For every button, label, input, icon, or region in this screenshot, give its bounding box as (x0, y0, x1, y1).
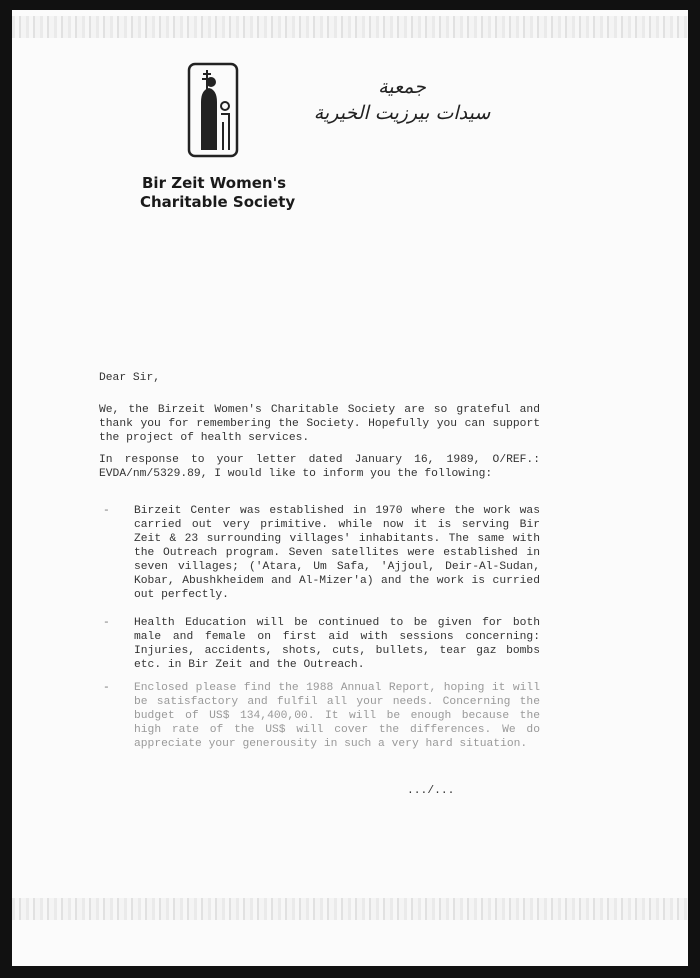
paragraph-gratitude: We, the Birzeit Women's Charitable Society are so grateful and thank you for remembering the Society. Hopefully you can support the project of health services. (99, 404, 540, 444)
scan-artifact-top (12, 16, 688, 38)
org-name (140, 174, 295, 212)
bullet-marker: - (103, 682, 110, 694)
org-name-line1: Bir Zeit Women's (142, 174, 287, 192)
salutation: Dear Sir, (99, 372, 161, 384)
bullet-marker: - (103, 617, 110, 629)
bullet-birzeit-center (99, 504, 540, 602)
bullet-text: Health Education will be continued to be given for both male and female on first aid with sessions concerning: Injuries, accidents, shots, cuts, bullets, tear gaz bombs etc. in Bir Zeit and the Outreach. (134, 617, 540, 671)
arabic-org-name (312, 74, 492, 126)
bullet-health-education (99, 616, 540, 672)
bullet-marker: - (103, 505, 110, 517)
arabic-name-line1: جمعية (378, 76, 426, 98)
bullet-text: Enclosed please find the 1988 Annual Report, hoping it will be satisfactory and fulfil all your needs. Concerning the budget of US$ 134,400,00. It will be enough because the high rate of the US$ will cover the differences. We do appreciate your generousity in such a very hard situation. (134, 682, 540, 750)
letter-page (12, 10, 688, 966)
paragraph-response: In response to your letter dated January 16, 1989, O/REF.: EVDA/nm/5329.89, I would like to inform you the following: (99, 454, 540, 480)
bullet-annual-report (99, 681, 540, 751)
society-logo (187, 62, 239, 158)
scan-artifact-bottom (12, 898, 688, 920)
continuation-mark: .../... (407, 785, 455, 797)
bullet-text: Birzeit Center was established in 1970 where the work was carried out very primitive. while now it is serving Bir Zeit & 23 surrounding villages' inhabitants. The same with the Outreach program. Seven satellites were established in seven villages; ('Atara, Um Safa, 'Ajjoul, Deir-Al-Sudan, Kobar, Abushkheidem and Al-Mizer'a) and the work is curried out perfectly. (134, 505, 540, 601)
arabic-name-line2: سيدات بيرزيت الخيرية (313, 102, 491, 124)
org-name-line2: Charitable Society (140, 193, 296, 211)
